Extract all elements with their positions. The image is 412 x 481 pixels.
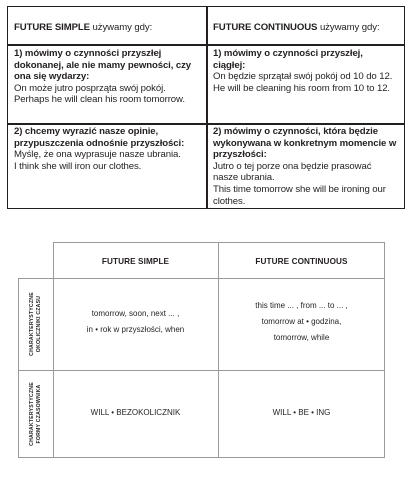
grid-line xyxy=(18,278,19,458)
grid-line xyxy=(18,370,384,371)
example-polish: Myślę, że ona wyprasuje nasze ubrania. xyxy=(14,149,181,161)
future-continuous-time-expressions: this time ... , from ... to ... , tomorrow at • godzina, tomorrow, while xyxy=(255,301,348,342)
rule-text: 1) mówimy o czynności przyszłej, ciągłej: xyxy=(213,48,363,71)
future-simple-time-expressions: tomorrow, soon, next ... , in • rok w przyszłości, when xyxy=(86,309,185,334)
grid-line xyxy=(53,242,54,458)
future-continuous-usage-header: FUTURE CONTINUOUS używamy gdy: xyxy=(213,22,380,33)
future-simple-rule-1 xyxy=(14,48,200,106)
rule-text: 2) mówimy o czynności, która będzie wykonywana w konkretnym momencie w przyszłości: xyxy=(213,126,397,161)
future-continuous-column-header: FUTURE CONTINUOUS xyxy=(255,257,348,266)
example-polish: Jutro o tej porze ona będzie prasować nasze ubrania. xyxy=(213,160,372,184)
example-polish: On będzie sprzątał swój pokój od 10 do 12. xyxy=(213,71,393,83)
grid-line xyxy=(18,457,384,458)
example-english: This time tomorrow she will be ironing our clothes. xyxy=(213,183,386,207)
example-english: I think she will iron our clothes. xyxy=(14,160,142,172)
future-simple-usage-header: FUTURE SIMPLE używamy gdy: xyxy=(14,22,153,33)
grid-line xyxy=(18,278,384,279)
future-simple-rule-2 xyxy=(14,126,194,172)
example-english: Perhaps he will clean his room tomorrow. xyxy=(14,94,185,106)
example-english: He will be cleaning his room from 10 to 12. xyxy=(213,82,391,94)
grid-line xyxy=(384,242,385,458)
usage-comparison-table xyxy=(7,6,405,209)
row-header-time-expressions: CHARAKTERYSTYCZNE OKOLICZNIKI CZASU xyxy=(29,292,42,356)
row-header-verb-forms: CHARAKTERYSTYCZNE FORMY CZASOWNIKA xyxy=(29,382,42,446)
future-continuous-rule-1 xyxy=(213,48,395,94)
future-simple-column-header: FUTURE SIMPLE xyxy=(101,257,170,266)
rule-text: 2) chcemy wyrazić nasze opinie, przypuszczenia odnośnie przyszłości: xyxy=(14,126,185,149)
header-divider xyxy=(8,44,404,46)
grid-line xyxy=(218,242,219,458)
example-polish: On może jutro posprząta swój pokój. xyxy=(14,82,166,94)
rule-text: 1) mówimy o czynności przyszłej dokonanej, ale nie mamy pewności, czy ona się wydarzy: xyxy=(14,48,192,83)
row-divider xyxy=(8,123,404,125)
future-continuous-verb-form: WILL • BE • ING xyxy=(272,408,331,417)
future-simple-verb-form: WILL • BEZOKOLICZNIK xyxy=(90,408,181,417)
column-divider xyxy=(206,7,208,208)
grid-line xyxy=(53,242,384,243)
future-continuous-rule-2 xyxy=(213,126,397,207)
